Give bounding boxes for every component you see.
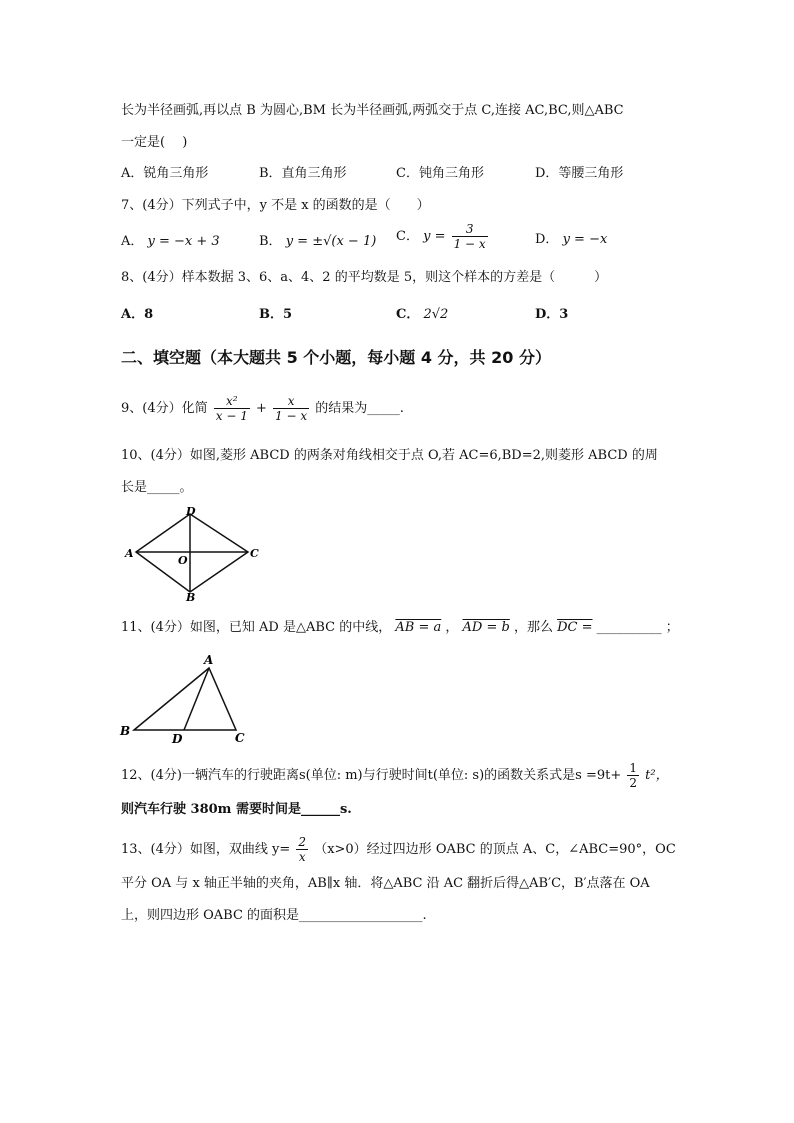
triangle-label-a: A (204, 653, 214, 667)
q12-fraction (627, 761, 639, 790)
q11-sep1: ， (445, 620, 459, 635)
rhombus-figure (118, 504, 268, 604)
q8-option-d: D．3 (535, 307, 569, 322)
q7-option-c-lhs: y = (423, 229, 446, 244)
section-heading: 二、填空题（本大题共 5 个小题，每小题 4 分，共 20 分） (121, 348, 551, 367)
q7-option-c-denominator: 1 − x (453, 237, 486, 251)
q9-suffix: 的结果为_____. (315, 401, 404, 416)
triangle-label-d: D (172, 732, 183, 746)
q9-plus: + (256, 401, 267, 416)
q11-sep2: ，那么 (513, 620, 553, 635)
rhombus-outline (136, 514, 248, 592)
q7-option-b (259, 232, 376, 252)
q6-option-c: C．钝角三角形 (396, 166, 484, 181)
q12-line1 (121, 758, 669, 794)
q13-line2: 平分 OA 与 x 轴正半轴的夹角，AB∥x 轴．将△ABC 沿 AC 翻折后得△AB′C，B′点落在 OA (121, 876, 650, 891)
q13-line1 (121, 832, 676, 868)
triangle-label-b: B (120, 724, 131, 738)
q12-fraction-numerator: 1 (629, 761, 638, 775)
q6-option-d: D．等腰三角形 (535, 166, 624, 181)
q10-line1: 10、(4分）如图,菱形 ABCD 的两条对角线相交于点 O,若 AC=6,BD=2,则菱形 ABCD 的周 (121, 448, 658, 463)
q11-suffix: __________ ； (596, 620, 679, 635)
q8-option-c-expr: 2√2 (423, 307, 449, 322)
q7-option-a (121, 232, 220, 252)
q13-fraction-denominator: x (298, 850, 306, 864)
q11-vector-ab: AB = a (395, 620, 442, 635)
q6-option-a: A．锐角三角形 (121, 166, 209, 181)
q9-line (121, 390, 404, 428)
q9-fraction-2-denominator: 1 − x (275, 409, 308, 423)
q11-vector-dc: DC = (557, 620, 593, 635)
q13-fraction-numerator: 2 (298, 835, 307, 849)
q6-option-b: B．直角三角形 (259, 166, 347, 181)
q7-option-a-expr: y = −x + 3 (147, 234, 220, 249)
q9-fraction-1-numerator: x² (214, 394, 250, 409)
q7-option-b-expr: y = ±√(x − 1) (285, 234, 377, 249)
q8-option-c (396, 305, 448, 325)
triangle-figure (116, 650, 256, 746)
q9-fraction-1 (214, 394, 250, 423)
rhombus-label-b: B (186, 591, 196, 604)
rhombus-label-c: C (250, 547, 259, 560)
median-ad (184, 668, 209, 730)
q8-stem: 8、(4分）样本数据 3、6、a、4、2 的平均数是 5，则这个样本的方差是（ ） (121, 270, 608, 285)
triangle-label-c: C (235, 731, 245, 745)
q9-prefix: 9、(4分）化简 (121, 401, 208, 416)
triangle-abc (134, 668, 236, 730)
q6-line1: 长为半径画弧,再以点 B 为圆心,BM 长为半径画弧,两弧交于点 C,连接 AC,BC,则△ABC (121, 103, 624, 118)
q6-line2: 一定是( ) (121, 135, 188, 150)
rhombus-label-d: D (186, 505, 196, 518)
rhombus-label-a: A (125, 547, 134, 560)
q13-fraction (296, 835, 308, 864)
q7-option-b-label: B． (259, 234, 282, 249)
q13-line3: 上，则四边形 OABC 的面积是___________________. (121, 908, 427, 923)
q13-prefix: 13、(4分）如图，双曲线 y= (121, 842, 291, 857)
q9-fraction-1-denominator: x − 1 (215, 409, 248, 423)
q7-option-d (535, 230, 607, 250)
q10-line2: 长是_____。 (121, 480, 193, 495)
q7-stem: 7、(4分）下列式子中，y 不是 x 的函数的是（ ） (121, 198, 430, 213)
q7-option-c (396, 222, 490, 251)
q12-tail: t²， (645, 768, 669, 783)
q8-option-a: A．8 (121, 307, 154, 322)
q8-option-b: B．5 (259, 307, 293, 322)
q12-fraction-denominator: 2 (629, 776, 638, 790)
q7-option-c-label: C． (396, 229, 419, 244)
q7-option-d-label: D． (535, 232, 559, 247)
q7-option-a-label: A． (121, 234, 144, 249)
q11-vector-ad: AD = b (462, 620, 510, 635)
q9-fraction-2 (273, 394, 309, 423)
q12-line2: 则汽车行驶 380m 需要时间是______s. (121, 802, 352, 817)
q13-rest: （x>0）经过四边形 OABC 的顶点 A、C，∠ABC=90°，OC (314, 842, 676, 857)
q11-line (121, 618, 679, 638)
q7-option-c-numerator: 3 (452, 222, 488, 237)
q9-fraction-2-numerator: x (273, 394, 309, 409)
q7-option-c-fraction (452, 222, 488, 251)
q11-prefix: 11、(4分）如图，已知 AD 是△ABC 的中线， (121, 620, 392, 635)
rhombus-label-o: O (178, 554, 188, 567)
q12-prefix: 12、(4分)一辆汽车的行驶距离s(单位: m)与行驶时间t(单位: s)的函数关系式是s =9t+ (121, 768, 622, 783)
q7-option-d-expr: y = −x (562, 232, 608, 247)
q8-option-c-label: C． (396, 307, 420, 322)
